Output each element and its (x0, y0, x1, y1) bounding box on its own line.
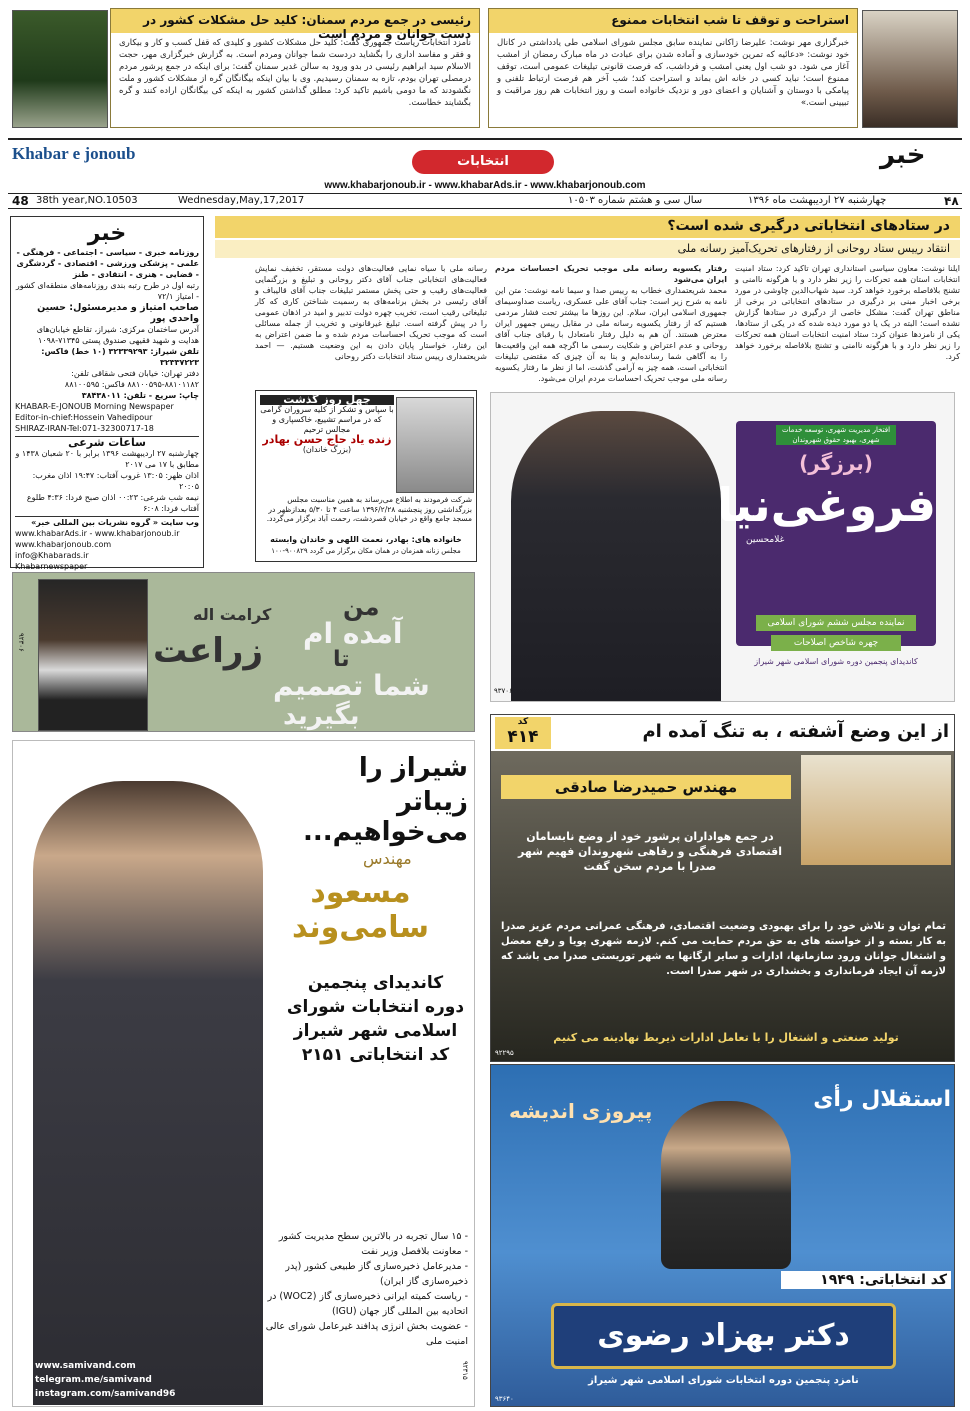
logo-fa: خبر (880, 140, 926, 170)
section-tab (412, 150, 554, 174)
zeraat-last: زراعت (153, 631, 264, 671)
prayer-line-3: نیمه شب شرعی: ۰۰:۲۳ اذان صبح فردا: ۴:۳۶ طلوع آفتاب فردا: ۶:۰۸ (26, 493, 199, 513)
sadeghi-header (491, 715, 954, 751)
razavi-name-frame (551, 1303, 896, 1369)
zakani-photo (862, 10, 958, 128)
samivand-photo (33, 781, 263, 1405)
razavi-code: کد انتخاباتی: ۱۹۴۹ (781, 1271, 951, 1289)
sadeghi-photo (801, 755, 951, 865)
section-label: انتخابات (457, 154, 509, 169)
foroughinia-photo (511, 411, 721, 701)
date-fa: چهارشنبه ۲۷ اردیبهشت ماه ۱۳۹۶ (748, 195, 887, 206)
obituary-box (255, 390, 477, 562)
razavi-ad (490, 1064, 955, 1407)
article-subtitle: انتقاد رییس ستاد روحانی از رفتارهای تحریک‌آمیز رسانه ملی (215, 240, 960, 258)
foroughinia-top: افتخار مدیریت شهری، توسعه خدمات شهری، بهبود حقوق شهروندان (776, 425, 896, 445)
email-link[interactable]: info@Khabarads.ir (15, 551, 89, 560)
page-number-en: 48 (12, 194, 29, 208)
top-right-teaser (488, 8, 858, 128)
zeraat-line4: شما تصمیم (273, 669, 430, 702)
prayer-line-1: چهارشنبه ۲۷ اردیبهشت ۱۳۹۶ برابر با ۲۰ شعبان ۱۴۳۸ و مطابق با ۱۷ می ۲۰۱۷ (15, 449, 199, 469)
foroughinia-first: غلامحسین (746, 535, 785, 545)
samivand-cand4: کد انتخاباتی ۲۱۵۱ (301, 1045, 450, 1065)
imprint-owner: صاحب امتیاز و مدیرمسئول: حسین واحدی پور (37, 302, 199, 324)
top-left-teaser (110, 8, 480, 128)
sadeghi-name: مهندس حمیدرضا صادقی (501, 775, 791, 799)
obituary-photo (396, 397, 474, 493)
imprint-print: چاپ: سریع - تلفن: ۳۸۴۳۸۰۱۱ (81, 391, 199, 400)
zeraat-line5: بگیرید (283, 701, 360, 731)
page-number-fa: ۴۸ (944, 194, 959, 208)
obituary-body: شرکت فرمودند به اطلاع می‌رساند به همین مناسبت مجلس بزرگداشتی روز پنجشنبه ۱۳۹۶/۲/۲۸ ساعت ۴ تا ۵/۳۰ بعدازظهر در مسجد جامع واقع در خیابان قصردشت، رحمت آباد برگزار می‌گردد. (266, 495, 472, 523)
obituary-code: مجلس زنانه همزمان در همان مکان برگزار می گردد ۹۰۰۸۲۹-۱۰۰ (271, 547, 461, 555)
teaser-title: استراحت و توقف تا شب انتخابات ممنوع (489, 9, 857, 33)
resume-item: - مدیرعامل ذخیره‌سازی گاز طبیعی کشور (پدر ذخیره‌سازی گاز ایران) (285, 1261, 468, 1287)
zeraat-ad (12, 572, 475, 732)
article-col-3: رسانه ملی با سیاه نمایی فعالیت‌های دولت مستقر، تخفیف نمایش فعالیت‌های انتخاباتی جناب آقای دکتر روحانی و تبلیغ و بزرگنمایی فعالیت‌های رقیب و حتی پخش مستمر تبلیغات جناب آقای قالیباف و آقای رئیسی در بخش برنامه‌های به رسمیت شناختن کاری که کار تبلیغاتی رقیب است، تخریب چهره دولت تدبیر و امید در اذهان عمومی را در پیش گرفته است. تبلیغ غیرقانونی و تخریب از جمله مسائلی است که موجب تحریک احساسات مردم شده و ما ضمن اعتراض به این رفتار، خواستار پایان دادن به این وضعیت هستیم. — احمد شریعتمداری رییس ستاد انتخابات دکتر روحانی (255, 264, 487, 361)
samivand-resume (253, 1229, 468, 1349)
razavi-s2: پیروزی اندیشه (509, 1099, 653, 1123)
imprint-desc: روزنامه خبری - سیاسی - اجتماعی - فرهنگی - علمی - پزشکی ورزشی - اقتصادی - گردشگری - قضایی - هنری - انتقادی - طنز (16, 248, 199, 279)
teaser-body: نامزد انتخابات ریاست جمهوری گفت: کلید حل مشکلات کشور و کلیدی که قفل کسب و کار و بیکاری و فقر و مفاسد اداری را بگشاید دردست شما جوانان ومردم است. به گزارش خبرگزاری مهر، حجت الاسلام سید ابراهیم رئیسی در بدو ورود به سالن غدیر سمنان گفت: برای اینکه در جمع پرشور مردم درمصلی تهران بودم، تازه به سمنان رسیدیم. وی با بیان اینکه بیگانگان گره از مشکلات کشور و ملت نگشودند که ما دومی باشیم تاکید کرد: مطلق گذاشتن کشور به اینکه کی بیگانگان اراده کنند و گره بگشایند خطاست. (119, 38, 471, 108)
imprint-address: آدرس ساختمان مرکزی: شیراز، تقاطع خیابان‌های هدایت و شهید فقیهی صندوق پستی ۷۱۳۴۵-۱۰۹۸ (36, 325, 199, 345)
obituary-text (260, 395, 394, 455)
razavi-photo (661, 1101, 791, 1269)
obituary-lines: با سپاس و تشکر از کلیه سروران گرامی که در مراسم تشییع، خاکسپاری و مجالس ترحیم (260, 405, 394, 434)
resume-item: - ریاست کمیته ایرانی ذخیره‌سازی گاز (WOC2) در اتحادیه بین المللی گاز جهان (IGU) (267, 1291, 468, 1317)
foroughinia-small: (برزگر) (799, 451, 873, 475)
article-col-2-head: رفتار یکسویه رسانه ملی موجب تحریک احساسات مردم ایران می‌شود (495, 264, 727, 284)
foroughinia-face: چهره شاخص اصلاحات (771, 635, 901, 651)
samivand-tg[interactable]: telegram.me/samivand (35, 1375, 152, 1385)
razavi-ad-code: ۹۳۶۴۰ (495, 1395, 514, 1403)
sadeghi-ad-code: ۹۲۲۹۵ (495, 1049, 514, 1057)
raisi-photo (12, 10, 108, 128)
foroughinia-big: فروغی‌نیا (717, 478, 936, 532)
samivand-code: ۹۲۳۱۵ (461, 1361, 469, 1380)
zeraat-line1: من (343, 593, 380, 621)
resume-item: - ۱۵ سال تجربه در بالاترین سطح مدیریت کشور (278, 1231, 468, 1242)
site-urls: www.khabarjonoub.ir - www.khabarAds.ir - www.khabarjonoub.com (324, 180, 646, 191)
razavi-name: دکتر بهزاد رضوی (597, 1318, 850, 1353)
year-fa: سال سی و هشتم شماره ۱۰۵۰۳ (568, 195, 703, 206)
article-col-2-body: محمد شریعتمداری خطاب به رییس صدا و سیما نامه نوشت: متن این نامه به شرح زیر است: جناب آقای علی عسکری، ریاست صداوسیمای جمهوری اسلامی ایران، سلام. این روزها ما بیشتر تحت فشار مردمی هستیم که از رفتار یکسویه رسانه ملی در مقابل رییس جمهور ایران معترض هستند. آن هم به دلیل رفتار نامتعادل با رقبای جناب آقای روحانی و عدم اعتراض و شکایت رسمی ما اگرچه همه این واقعیت‌ها را به آگاهی شما رسانده‌ایم و بنا به آن چیزی که مقتضی تبلیغات انتخاباتی است، همه چیز به آرامی گذشت، اما از نظر ما رفتار یکسویه رسانه ملی موجب تحریک احساسات مردم ایران می‌شود. (495, 286, 727, 383)
samivand-slogan2: زیباتر می‌خواهیم... (302, 787, 468, 847)
article-col-1: ایلنا نوشت: معاون سیاسی استانداری تهران تاکید کرد: ستاد امنیت انتخابات استان همه تحرکات را زیر نظر دارد و با هرگونه ناامنی و تشنج بلافاصله برخورد خواهد کرد. سید شهاب‌الدین چاوشی در مورد برخی اخبار مبنی بر درگیری در ستادهای انتخاباتی در برخی از مناطق تهران گفت: مشکل خاصی از درگیری در ستادها گزارش نشده است؛ البته در یک یا دو مورد دیده شده که در یکی از ستادها، یکی از نامزدها عنوان کرد: ستاد امنیت انتخابات استان همه تحرکات را زیر نظر دارد و با هرگونه ناامنی و تشنج بلافاصله برخورد خواهد کرد. (735, 264, 960, 361)
foroughinia-code: ۹۳۷۰۶ (494, 687, 513, 695)
dateline-bar (8, 193, 962, 209)
issue-en: 38th year,NO.10503 (36, 195, 138, 206)
masthead-rule (8, 138, 962, 140)
foroughinia-purple-panel (717, 421, 936, 646)
article-col-2 (495, 263, 727, 383)
zeraat-line2: آمده ام (303, 617, 403, 650)
samivand-slogan1: شیراز را (358, 753, 468, 783)
foroughinia-rep: نماینده مجلس ششم شورای اسلامی (756, 615, 916, 631)
razavi-cand: نامزد پنجمین دوره انتخابات شورای اسلامی شهر شیراز (588, 1375, 859, 1386)
prayer-line-2: اذان ظهر: ۱۳:۰۵ غروب آفتاب: ۱۹:۴۷ اذان مغرب: ۲۰:۰۵ (32, 471, 199, 491)
date-en: Wednesday,May,17,2017 (178, 195, 305, 206)
samivand-title: مهندس (363, 849, 412, 868)
sadeghi-ad (490, 714, 955, 1062)
obituary-nick: (بزرگ خاندان) (302, 445, 352, 454)
resume-item: - معاونت بلافصل وزیر نفت (361, 1246, 468, 1257)
imprint-box (10, 216, 204, 571)
obituary-family: خانواده های: بهادر، نعمت اللهی و خاندان وابسته (270, 535, 462, 544)
imprint-rank: رتبه اول در طرح رتبه بندی روزنامه‌های منطقه‌ای کشور - امتیاز ۷۲/۱ (15, 281, 199, 301)
sadeghi-code-box (495, 717, 551, 749)
imprint-en2: Editor-in-chief:Hossein Vahedipour (15, 413, 153, 422)
zeraat-photo (38, 579, 148, 731)
zeraat-line3: تا (333, 647, 350, 672)
samivand-ad (12, 740, 475, 1407)
samivand-ig[interactable]: instagram.com/samivand96 (35, 1389, 176, 1399)
samivand-web[interactable]: www.samivand.com (35, 1361, 136, 1371)
imprint-tehran: دفتر تهران: خیابان فتحی شقاقی تلفن: ۸۸۱۰۱۱۸۲-۸۸۱۰۰۵۹۵ فاکس: ۸۸۱۰۰۵۹۵ (64, 369, 199, 389)
sadeghi-text1: در جمع هواداران پرشور خود از وضع نابسامان اقتصادی فرهنگی و رفاهی شهروندان فهیم شهر صدرا با مردم سخن گفت (518, 830, 782, 873)
site-link-2[interactable]: www.khabarjonoub.com (15, 540, 112, 549)
logo-latin: Khabar e jonoub (12, 144, 136, 163)
sadeghi-banner (491, 751, 954, 1061)
foroughinia-cand: کاندیدای پنجمین دوره شورای اسلامی شهر شیراز (754, 657, 918, 666)
sadeghi-text3: تولید صنعتی و اشتغال را با تعامل ادارات ذیربط نهادینه می کنیم (553, 1031, 899, 1044)
samivand-name: مسعود سامی‌وند (292, 875, 429, 945)
sadeghi-slogan: از این وضع آشفته ، به تنگ آمده ام (642, 721, 949, 742)
samivand-cand3: اسلامی شهر شیراز (293, 1021, 458, 1041)
resume-item: - عضویت بخش انرژی پدافند غیرعامل شورای عالی امنیت ملی (265, 1321, 468, 1347)
imprint-en3: SHIRAZ-IRAN-Tel:071-32300717-18 (15, 424, 154, 433)
teaser-body: خبرگزاری مهر نوشت: علیرضا زاکانی نماینده سابق مجلس شورای اسلامی طی یادداشتی در کانال خود نوشت: «دعائیه که تمرین خودسازی و آماده شدن برای عبادت در ماه مبارک رمضان از امشب آغاز می شود. دو شب اول یعنی امشب و فرداشب، که فرصت قانونی تبلیغات عمومی است، توقف ممنوع است؛ نباید کسی در خانه اش بماند و استراحت کند؛ شب آخر هم فرصت ارتباط تلفنی و پیامکی با دوستان و آشنایان و اعضای دور و نزدیک خانواده است و روز انتخابات هم روز مراقبت و تبیینی است.» (497, 38, 849, 108)
obituary-name: زنده یاد حاج حسن بهادر (262, 433, 392, 446)
imprint-phones: تلفن شیراز: ۳۲۳۳۹۲۹۳ (۱۰ خط) فاکس: ۳۲۳۳۷۲۲۳ (41, 347, 199, 367)
instagram-link[interactable]: Khabarnewspaper (15, 562, 88, 571)
razavi-s1: استقلال رأی (813, 1087, 951, 1112)
obituary-title: چهل روز گذشت (260, 395, 394, 405)
sites-title: وب سایت « گروه نشریات بین المللی خبر» (15, 516, 199, 528)
sadeghi-code-label: کد (517, 717, 529, 727)
foroughinia-ad (490, 392, 955, 702)
site-link-1[interactable]: www.khabarAds.ir - www.khabarjonoub.ir (15, 529, 180, 538)
article-title: در ستادهای انتخاباتی درگیری شده است؟ (215, 216, 960, 238)
imprint-en1: KHABAR-E-JONOUB Morning Newspaper (15, 402, 174, 411)
teaser-title: رئیسی در جمع مردم سمنان: کلید حل مشکلات کشور در دست جوانان و مردم است (111, 9, 479, 33)
imprint-logo: خبر (87, 221, 127, 246)
zeraat-code: ۹۲۳۰۶ (17, 633, 25, 652)
sadeghi-text2: تمام توان و تلاش خود را برای بهبودی وضعیت اقتصادی، فرهنگی عمرانی مردم عزیز صدرا به کار بسته و از خواسته های به حق مردم حمایت می کنم. لازمه شهری پویا و رفع معضل و اشتغال جوانان ورود سازمانها، ادارات و سایر ارگانها به شهر توریستی صدرا می باشد که لازمه آن ایجاد فرمانداری و بخشداری در شهر صدرا است. (501, 921, 946, 977)
prayer-title: ساعات شرعی (15, 436, 199, 448)
samivand-cand2: دوره انتخابات شورای (286, 997, 465, 1017)
sadeghi-code: ۴۱۴ (507, 727, 539, 747)
samivand-cand1: کاندیدای پنجمین (307, 973, 444, 993)
zeraat-first: کرامت اله (193, 605, 272, 624)
